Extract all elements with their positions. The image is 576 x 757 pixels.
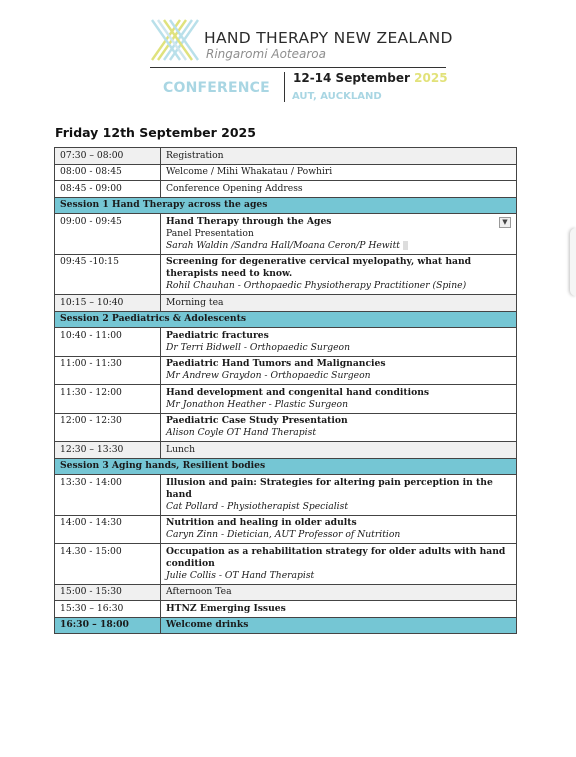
row-title: Illusion and pain: Strategies for altering pain perception in the hand xyxy=(166,476,493,500)
row-content xyxy=(161,385,517,414)
table-row xyxy=(55,475,517,516)
table-row xyxy=(55,328,517,357)
row-speaker: Mr Andrew Graydon - Orthopaedic Surgeon xyxy=(166,370,371,381)
session-header-row xyxy=(55,458,517,475)
row-title: Paediatric fractures xyxy=(166,329,269,341)
row-title: Paediatric Case Study Presentation xyxy=(166,415,348,426)
row-time: 15:00 - 15:30 xyxy=(55,584,161,601)
session-label: Session 3 Aging hands, Resilient bodies xyxy=(55,458,517,475)
row-time: 07:30 – 08:00 xyxy=(55,148,161,165)
session-label: Session 1 Hand Therapy across the ages xyxy=(55,197,517,214)
row-title-text: HTNZ Emerging Issues xyxy=(166,602,286,614)
row-content xyxy=(161,356,517,385)
table-row xyxy=(55,413,517,442)
row-content xyxy=(161,475,517,516)
row-title: Hand Therapy through the Ages xyxy=(166,215,332,227)
table-row xyxy=(55,356,517,385)
scroll-handle[interactable] xyxy=(403,241,408,250)
row-time: 14:00 - 14:30 xyxy=(55,515,161,544)
row-speaker: Caryn Zinn - Dietician, AUT Professor of Nutrition xyxy=(166,529,401,540)
row-speaker: Rohil Chauhan - Orthopaedic Physiotherapy Practitioner (Spine) xyxy=(166,280,467,291)
row-speaker: Julie Collis - OT Hand Therapist xyxy=(166,569,315,581)
row-title: Registration xyxy=(161,148,517,165)
row-title: Conference Opening Address xyxy=(161,181,517,198)
session-label: Session 2 Paediatrics & Adolescents xyxy=(55,311,517,328)
table-row xyxy=(55,254,517,295)
row-time: 15:30 – 16:30 xyxy=(55,601,161,618)
row-title: Occupation as a rehabilitation strategy for older adults with hand condition xyxy=(166,545,506,569)
row-time: 10:15 – 10:40 xyxy=(55,295,161,312)
row-title: Afternoon Tea xyxy=(161,584,517,601)
conference-venue: AUT, AUCKLAND xyxy=(292,91,382,102)
table-row xyxy=(55,584,517,601)
row-time: 08:00 - 08:45 xyxy=(55,164,161,181)
org-name: HAND THERAPY NEW ZEALAND xyxy=(204,29,453,47)
day-title: Friday 12th September 2025 xyxy=(55,125,256,140)
row-speaker: Alison Coyle OT Hand Therapist xyxy=(166,427,317,438)
header-divider xyxy=(150,67,446,68)
row-title: Hand development and congenital hand conditions xyxy=(166,386,430,398)
row-speaker xyxy=(166,240,511,252)
page-edge-handle[interactable] xyxy=(570,228,576,296)
row-speaker: Dr Terri Bidwell - Orthopaedic Surgeon xyxy=(166,341,350,353)
row-time: 09:00 - 09:45 xyxy=(55,214,161,255)
row-title: Welcome / Mihi Whakatau / Powhiri xyxy=(161,164,517,181)
table-row xyxy=(55,385,517,414)
row-time: 12:00 - 12:30 xyxy=(55,413,161,442)
table-row xyxy=(55,148,517,165)
table-row xyxy=(55,214,517,255)
row-content xyxy=(161,254,517,295)
row-time: 12:30 – 13:30 xyxy=(55,442,161,459)
row-title: Paediatric Hand Tumors and Malignancies xyxy=(166,358,386,369)
chevron-down-icon[interactable]: ▼ xyxy=(499,217,511,228)
org-subtitle: Ringaromi Aotearoa xyxy=(206,47,326,61)
row-title xyxy=(161,601,517,618)
row-time: 13:30 - 14:00 xyxy=(55,475,161,516)
row-content xyxy=(161,515,517,544)
row-title: Nutrition and healing in older adults xyxy=(166,517,357,528)
table-row xyxy=(55,617,517,634)
conference-year: 2025 xyxy=(414,71,448,85)
row-time: 08:45 - 09:00 xyxy=(55,181,161,198)
row-time: 10:40 - 11:00 xyxy=(55,328,161,357)
conference-dates xyxy=(293,71,448,85)
table-row xyxy=(55,544,517,585)
htnz-logo-icon xyxy=(150,16,200,62)
row-time: 09:45 -10:15 xyxy=(55,254,161,295)
row-time: 16:30 – 18:00 xyxy=(55,617,161,634)
session-header-row xyxy=(55,311,517,328)
row-time: 11:00 - 11:30 xyxy=(55,356,161,385)
table-row xyxy=(55,442,517,459)
row-speaker: Cat Pollard - Physiotherapist Specialist xyxy=(166,500,349,512)
row-speaker-text: Sarah Waldin /Sandra Hall/Moana Ceron/P Hewitt xyxy=(166,239,400,251)
row-speaker: Mr Jonathon Heather - Plastic Surgeon xyxy=(166,398,348,410)
table-row xyxy=(55,295,517,312)
row-content xyxy=(161,214,517,255)
table-row xyxy=(55,601,517,618)
conference-label: CONFERENCE xyxy=(163,80,270,96)
table-row xyxy=(55,181,517,198)
header-vertical-divider xyxy=(284,72,285,102)
row-content xyxy=(161,413,517,442)
row-title: Welcome drinks xyxy=(161,617,517,634)
row-time: 14.30 - 15:00 xyxy=(55,544,161,585)
row-title: Screening for degenerative cervical myelopathy, what hand therapists need to know. xyxy=(166,256,472,279)
row-detail: Panel Presentation xyxy=(166,227,254,239)
row-time: 11:30 - 12:00 xyxy=(55,385,161,414)
row-content xyxy=(161,328,517,357)
table-row xyxy=(55,164,517,181)
row-title: Lunch xyxy=(161,442,517,459)
session-header-row xyxy=(55,197,517,214)
conference-date-range: 12-14 September xyxy=(293,71,410,85)
table-row xyxy=(55,515,517,544)
row-content xyxy=(161,544,517,585)
schedule-table xyxy=(54,147,517,634)
row-title: Morning tea xyxy=(161,295,517,312)
